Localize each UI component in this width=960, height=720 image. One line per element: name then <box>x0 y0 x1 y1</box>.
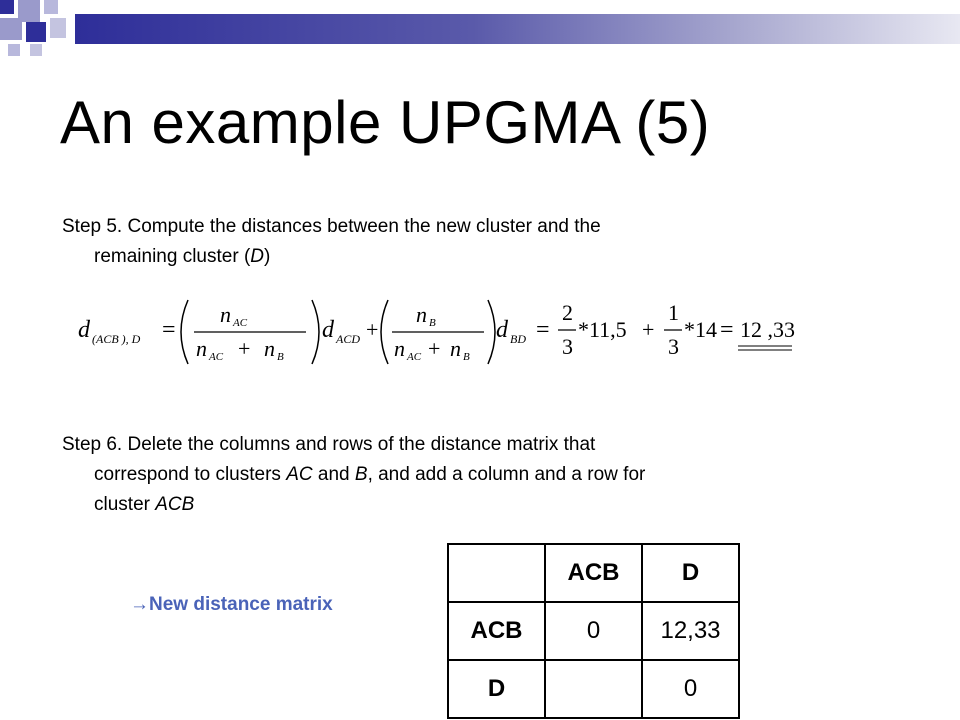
table-header-cell <box>448 544 545 602</box>
step6-line3: cluster ACB <box>94 494 195 515</box>
svg-text:n: n <box>416 302 427 327</box>
svg-text:d: d <box>496 317 508 343</box>
table-header-cell: D <box>642 544 739 602</box>
svg-text:B: B <box>277 351 284 363</box>
table-cell <box>545 660 642 718</box>
table-header-cell: ACB <box>545 544 642 602</box>
formula-lhs-subscript: (ACB ), D <box>92 332 141 346</box>
decor-square <box>50 18 66 38</box>
svg-text:n: n <box>394 336 405 361</box>
formula-equals: = <box>162 317 176 343</box>
svg-text:=: = <box>536 317 550 343</box>
decor-square <box>26 22 46 42</box>
new-matrix-callout <box>130 594 333 616</box>
svg-text:+: + <box>428 336 441 361</box>
svg-text:3: 3 <box>562 334 573 359</box>
row-label: ACB <box>448 602 545 660</box>
svg-text:n: n <box>220 302 231 327</box>
callout-label: New distance matrix <box>149 594 333 615</box>
step5-text <box>62 212 601 272</box>
svg-text:+: + <box>238 336 251 361</box>
arrow-right-icon: → <box>130 594 149 615</box>
row-label: D <box>448 660 545 718</box>
table-cell: 0 <box>545 602 642 660</box>
svg-text:B: B <box>463 351 470 363</box>
decor-square <box>30 44 42 56</box>
formula-result: 12 ,33 <box>740 317 795 342</box>
table-cell: 0 <box>642 660 739 718</box>
table-cell: 12,33 <box>642 602 739 660</box>
svg-text:n: n <box>450 336 461 361</box>
decor-square <box>8 44 20 56</box>
table-row <box>448 602 739 660</box>
svg-text:BD: BD <box>510 332 526 346</box>
decor-square <box>44 0 58 14</box>
svg-text:n: n <box>196 336 207 361</box>
svg-text:n: n <box>264 336 275 361</box>
table-header-row <box>448 544 739 602</box>
header-band <box>75 14 960 44</box>
svg-text:*11,5: *11,5 <box>578 317 627 342</box>
step6-text <box>62 430 645 520</box>
svg-text:d: d <box>322 317 334 343</box>
svg-text:AC: AC <box>233 317 248 329</box>
svg-text:+: + <box>642 317 655 342</box>
decor-square <box>0 18 22 40</box>
step6-line2: correspond to clusters AC and B, and add a column and a row for <box>94 464 646 485</box>
svg-text:2: 2 <box>562 300 573 325</box>
step5-line1: Step 5. Compute the distances between the new cluster and the <box>62 216 601 237</box>
formula-d-lhs: d <box>78 317 90 343</box>
svg-text:1: 1 <box>668 300 679 325</box>
svg-text:AC: AC <box>407 351 422 363</box>
svg-text:=: = <box>720 317 734 343</box>
distance-formula <box>70 292 800 372</box>
svg-text:3: 3 <box>668 334 679 359</box>
svg-text:AC: AC <box>209 351 224 363</box>
decor-square <box>0 0 14 14</box>
step6-line1: Step 6. Delete the columns and rows of the distance matrix that <box>62 434 596 455</box>
svg-text:B: B <box>429 317 436 329</box>
svg-text:+: + <box>366 317 379 342</box>
table-row <box>448 660 739 718</box>
step5-line2: remaining cluster (D) <box>94 246 271 267</box>
svg-text:*14: *14 <box>684 317 717 342</box>
svg-text:ACD: ACD <box>336 332 360 346</box>
distance-matrix-table <box>447 543 740 719</box>
slide-title: An example UPGMA (5) <box>60 89 711 156</box>
